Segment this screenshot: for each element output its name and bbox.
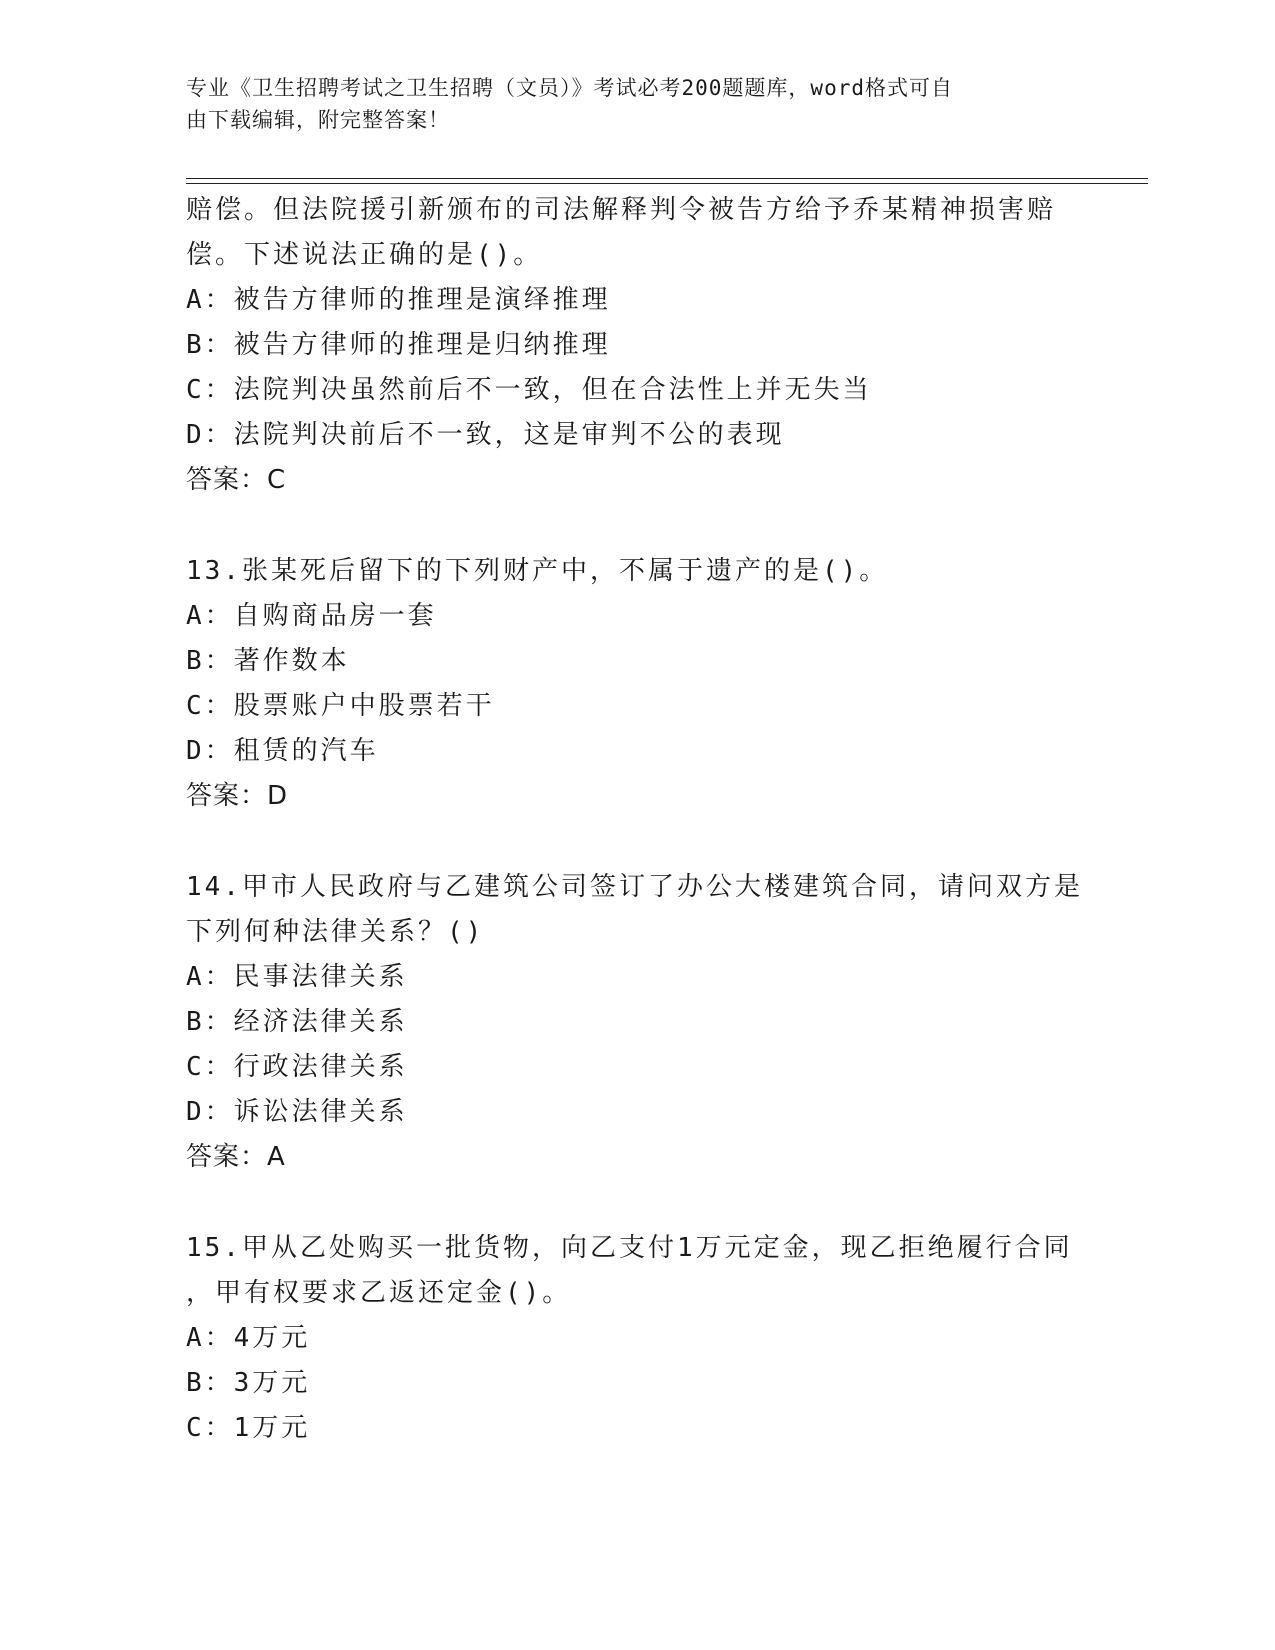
option-c: C：1万元 xyxy=(186,1413,311,1443)
question-13 xyxy=(186,549,1086,819)
answer-line: 答案：A xyxy=(186,1142,286,1172)
question-stem-continued: 赔偿。但法院援引新颁布的司法解释判令被告方给予乔某精神损害赔 xyxy=(186,195,1057,225)
option-d: D：租赁的汽车 xyxy=(186,736,379,766)
header-divider-bottom xyxy=(186,183,1148,184)
document-header xyxy=(186,72,1066,136)
question-12 xyxy=(186,188,1086,503)
question-list xyxy=(186,188,1086,1451)
option-b: B：著作数本 xyxy=(186,646,350,676)
option-a: A：被告方律师的推理是演绎推理 xyxy=(186,285,611,315)
header-line-2: 由下载编辑，附完整答案！ xyxy=(186,108,450,132)
option-d: D：法院判决前后不一致，这是审判不公的表现 xyxy=(186,420,785,450)
question-stem-continued: ，甲有权要求乙返还定金()。 xyxy=(186,1278,572,1308)
option-b: B：被告方律师的推理是归纳推理 xyxy=(186,330,611,360)
answer-line: 答案：D xyxy=(186,781,289,811)
option-b: B：经济法律关系 xyxy=(186,1007,408,1037)
option-c: C：行政法律关系 xyxy=(186,1052,408,1082)
option-a: A：4万元 xyxy=(186,1323,311,1353)
question-stem: 14.甲市人民政府与乙建筑公司签订了办公大楼建筑合同，请问双方是 xyxy=(186,872,1083,902)
header-line-1: 专业《卫生招聘考试之卫生招聘（文员）》考试必考200题题库，word格式可自 xyxy=(186,76,953,100)
option-c: C：股票账户中股票若干 xyxy=(186,691,495,721)
answer-line: 答案：C xyxy=(186,465,287,495)
option-a: A：自购商品房一套 xyxy=(186,601,437,631)
question-stem: 15.甲从乙处购买一批货物，向乙支付1万元定金，现乙拒绝履行合同 xyxy=(186,1233,1073,1263)
question-15 xyxy=(186,1226,1086,1451)
question-stem-continued: 偿。下述说法正确的是()。 xyxy=(186,240,543,270)
question-stem-continued: 下列何种法律关系？() xyxy=(186,917,485,947)
header-divider-top xyxy=(186,178,1148,179)
option-b: B：3万元 xyxy=(186,1368,311,1398)
option-d: D：诉讼法律关系 xyxy=(186,1097,408,1127)
question-14 xyxy=(186,865,1086,1180)
option-c: C：法院判决虽然前后不一致，但在合法性上并无失当 xyxy=(186,375,872,405)
question-stem: 13.张某死后留下的下列财产中，不属于遗产的是()。 xyxy=(186,556,889,586)
option-a: A：民事法律关系 xyxy=(186,962,408,992)
